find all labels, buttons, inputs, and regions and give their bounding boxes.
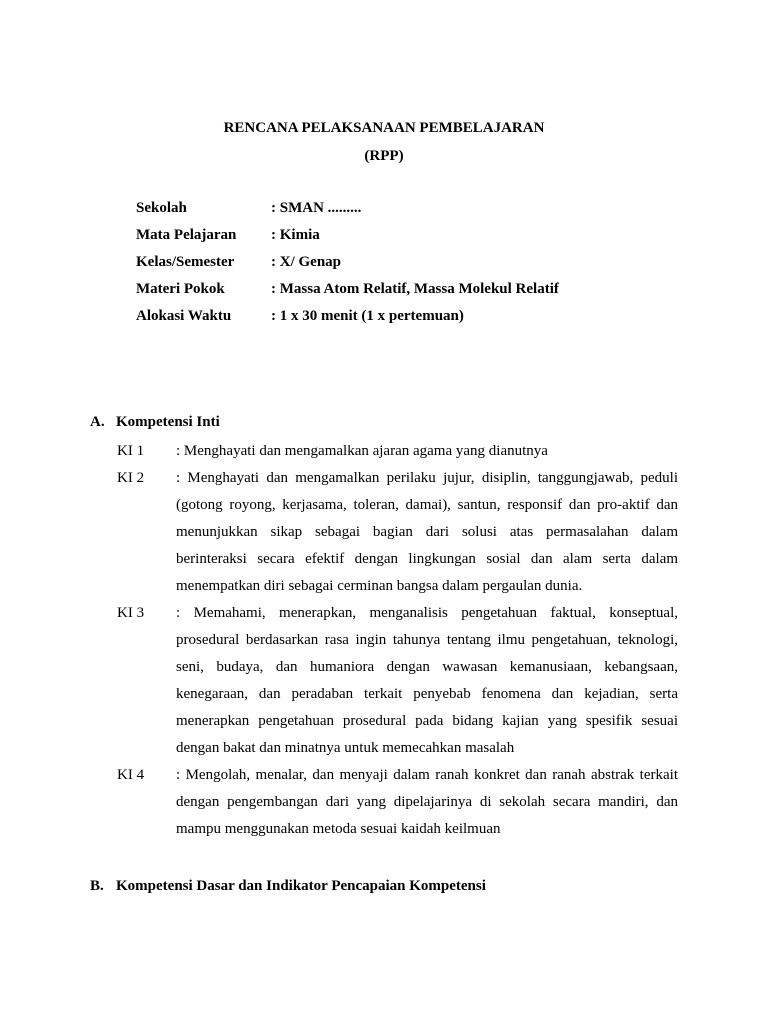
info-label: Mata Pelajaran bbox=[136, 227, 237, 243]
document-title: RENCANA PELAKSANAAN PEMBELAJARAN bbox=[223, 120, 545, 136]
ki-text: : Menghayati dan mengamalkan ajaran agama yang dianutnya bbox=[176, 443, 548, 459]
info-value: : 1 x 30 menit (1 x pertemuan) bbox=[271, 308, 464, 324]
section-heading-a bbox=[90, 414, 220, 431]
ki-code: KI 1 bbox=[117, 443, 145, 459]
ki-text: : Memahami, menerapkan, menganalisis pengetahuan faktual, konseptual, prosedural berdasarkan rasa ingin tahunya tentang ilmu pengetahuan, teknologi, seni, budaya, dan humaniora dengan wawasan kemanusiaan, kebangsaan, kenegaraan, dan peradaban terkait penyebab fenomena dan kejadian, serta menerapkan pengetahuan prosedural pada bidang kajian yang spesifik sesuai dengan bakat dan minatnya untuk memecahkan masalah bbox=[176, 605, 678, 756]
ki-text: : Mengolah, menalar, dan menyaji dalam ranah konkret dan ranah abstrak terkait dengan pengembangan dari yang dipelajarinya di sekolah secara mandiri, dan mampu menggunakan metoda sesuai kaidah keilmuan bbox=[176, 767, 678, 837]
section-heading-b bbox=[90, 878, 486, 895]
ki-code: KI 4 bbox=[117, 767, 145, 783]
info-label: Alokasi Waktu bbox=[136, 308, 232, 324]
section-title: Kompetensi Inti bbox=[116, 414, 220, 430]
info-label: Materi Pokok bbox=[136, 281, 225, 297]
info-value: : Kimia bbox=[271, 227, 320, 243]
section-letter: B. bbox=[90, 878, 104, 894]
section-title: Kompetensi Dasar dan Indikator Pencapaian Kompetensi bbox=[116, 878, 486, 894]
info-value: : Massa Atom Relatif, Massa Molekul Relatif bbox=[271, 281, 559, 297]
section-letter: A. bbox=[90, 414, 105, 430]
document-subtitle: (RPP) bbox=[364, 148, 404, 164]
ki-code: KI 2 bbox=[117, 470, 145, 486]
ki-code: KI 3 bbox=[117, 605, 145, 621]
info-value: : SMAN ......... bbox=[271, 200, 362, 216]
info-label: Kelas/Semester bbox=[136, 254, 235, 270]
info-label: Sekolah bbox=[136, 200, 187, 216]
ki-text: : Menghayati dan mengamalkan perilaku jujur, disiplin, tanggungjawab, peduli (gotong royong, kerjasama, toleran, damai), santun, responsif dan pro-aktif dan menunjukkan sikap sebagai bagian dari solusi atas permasalahan dalam berinteraksi secara efektif dengan lingkungan sosial dan alam serta dalam menempatkan diri sebagai cerminan bangsa dalam pergaulan dunia. bbox=[176, 470, 678, 594]
info-value: : X/ Genap bbox=[271, 254, 342, 270]
